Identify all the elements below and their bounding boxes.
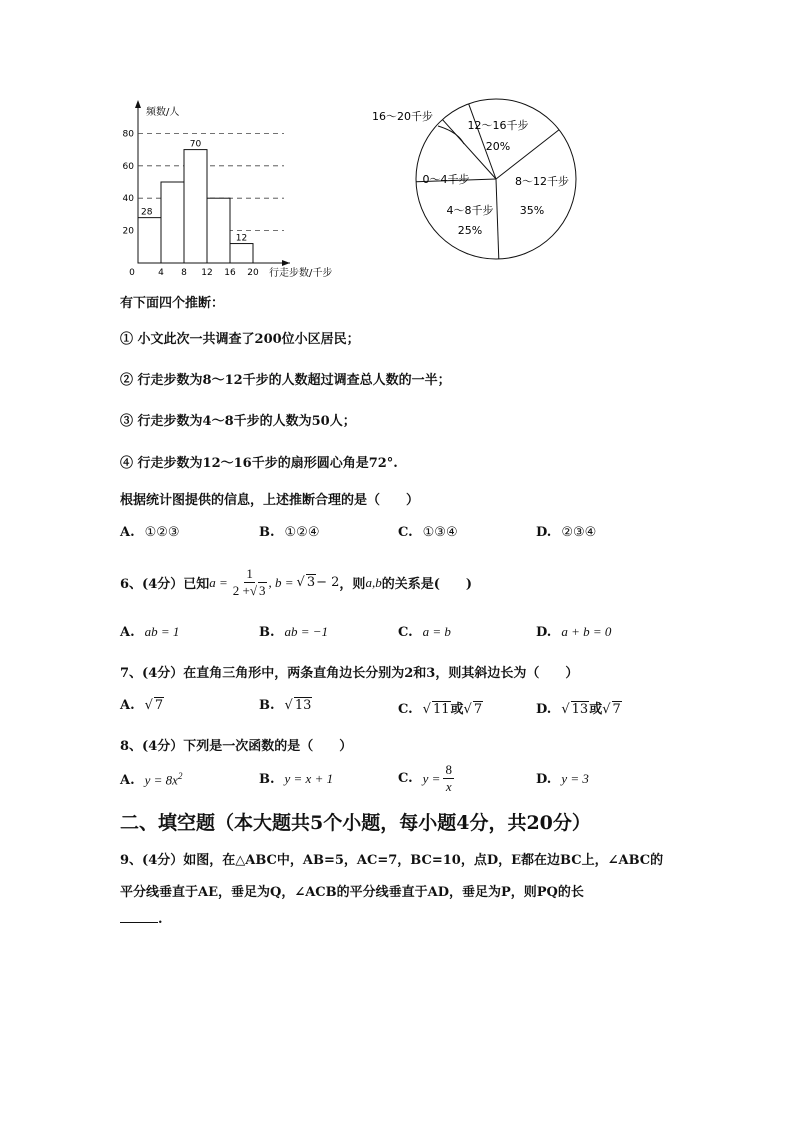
x-axis-label: 行走步数/千步 bbox=[269, 268, 333, 279]
q8-option-b: B. y = x + 1 bbox=[259, 771, 334, 787]
slice-label-0-4: 0～4千步 bbox=[422, 173, 470, 186]
q5-option-c: C. ①③④ bbox=[398, 525, 458, 540]
statement-4: ④ 行走步数为12～16千步的扇形圆心角是72°. bbox=[120, 456, 398, 471]
q5-prompt: 根据统计图提供的信息，上述推断合理的是（ ） bbox=[120, 493, 420, 508]
q6-option-b: B. ab = −1 bbox=[259, 624, 329, 640]
slice-percent-4-8: 25% bbox=[457, 224, 483, 237]
slice-label-12-16: 12～16千步 bbox=[467, 119, 529, 132]
q6-fraction: $\frac{1}{2 +√ 3}$ bbox=[232, 566, 266, 598]
q8-option-d: D. y = 3 bbox=[536, 771, 589, 787]
slice-percent-8-12: 35% bbox=[519, 204, 545, 217]
y-tick-label: 40 bbox=[122, 194, 134, 205]
y-axis-label: 频数/人 bbox=[146, 107, 180, 118]
q9-line-1: 9、(4分）如图，在△ABC中，AB=5，AC=7，BC=10，点D，E都在边BC上，∠ABC的 bbox=[120, 853, 664, 868]
statement-1: ① 小文此次一共调查了200位小区居民； bbox=[120, 332, 360, 347]
y-tick-label: 60 bbox=[122, 161, 134, 172]
x-tick-label: 0 bbox=[129, 268, 135, 278]
slice-label-16-20: 16～20千步 bbox=[372, 110, 433, 123]
q8-option-c: C. y = $\frac{8}{x}$ bbox=[398, 762, 452, 794]
slice-label-4-8: 4～8千步 bbox=[446, 204, 494, 217]
bar bbox=[230, 244, 253, 263]
q5-option-a: A. ①②③ bbox=[120, 525, 180, 540]
x-tick-label: 12 bbox=[201, 268, 213, 278]
q5-option-d: D. ②③④ bbox=[536, 525, 597, 540]
y-axis-arrow bbox=[135, 100, 141, 108]
intro-text: 有下面四个推断： bbox=[120, 296, 225, 311]
y-tick-label: 20 bbox=[122, 226, 134, 237]
statement-3: ③ 行走步数为4～8千步的人数为50人； bbox=[120, 414, 356, 429]
bar bbox=[138, 218, 161, 263]
q6-stem: 6、(4分）已知 a = $\frac{1}{2 +√ 3}$ , b = √ 3 − 2 ，则 a,b 的关系是( ) bbox=[120, 566, 472, 598]
bar bbox=[207, 198, 230, 263]
x-tick-label: 4 bbox=[158, 268, 164, 278]
section-heading: 二、填空题（本大题共5个小题，每小题4分，共20分） bbox=[120, 812, 591, 834]
x-axis-arrow bbox=[282, 260, 290, 266]
data-label: 12 bbox=[235, 233, 248, 244]
data-label: 70 bbox=[189, 139, 202, 150]
x-tick-label: 20 bbox=[247, 268, 259, 278]
q6-option-a: A. ab = 1 bbox=[120, 624, 180, 640]
y-tick-label: 80 bbox=[122, 129, 134, 140]
q7-option-d: D. √ 13或√ 7 bbox=[536, 702, 621, 717]
data-label: 28 bbox=[141, 207, 153, 218]
q7-option-b: B. √ 13 bbox=[259, 698, 312, 713]
bar bbox=[161, 182, 184, 263]
histogram-chart bbox=[112, 96, 357, 286]
x-tick-label: 8 bbox=[181, 268, 187, 278]
bar bbox=[184, 150, 207, 263]
q7-option-a: A. √ 7 bbox=[120, 698, 164, 713]
q8-option-a: A. $y = 8x^2$ bbox=[120, 771, 183, 789]
q6-option-d: D. a + b = 0 bbox=[536, 624, 612, 640]
slice-label-8-12: 8～12千步 bbox=[515, 175, 569, 188]
q7-option-c: C. √ 11或√ 7 bbox=[398, 702, 483, 717]
q6-option-c: C. a = b bbox=[398, 624, 451, 640]
q9-line-2: 平分线垂直于AE，垂足为Q，∠ACB的平分线垂直于AD，垂足为P，则PQ的长 bbox=[120, 885, 584, 900]
pie-chart bbox=[360, 92, 590, 267]
q9-answer-blank: . bbox=[120, 912, 163, 927]
x-tick-label: 16 bbox=[224, 268, 236, 278]
slice-percent-12-16: 20% bbox=[485, 140, 511, 153]
q7-stem: 7、(4分）在直角三角形中，两条直角边长分别为2和3，则其斜边长为（ ） bbox=[120, 666, 579, 681]
statement-2: ② 行走步数为8～12千步的人数超过调查总人数的一半； bbox=[120, 373, 451, 388]
q8-stem: 8、(4分）下列是一次函数的是（ ） bbox=[120, 739, 353, 754]
q5-option-b: B. ①②④ bbox=[259, 525, 320, 540]
